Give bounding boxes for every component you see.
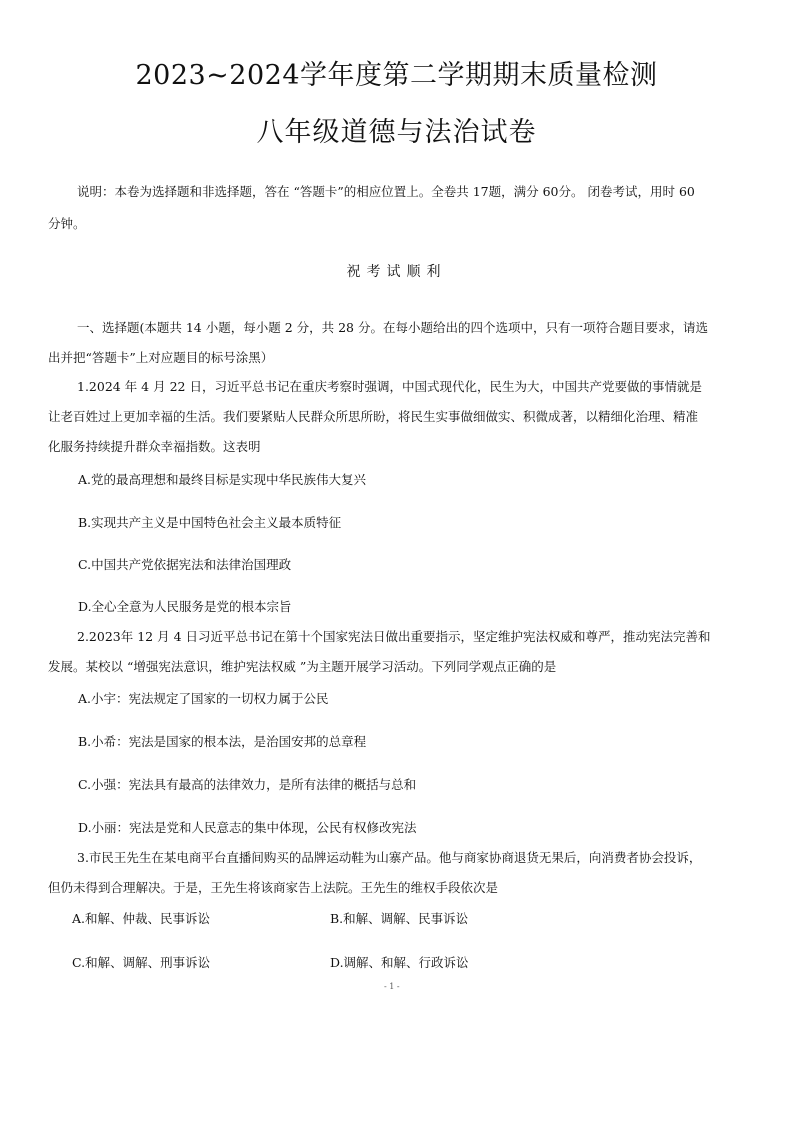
question-3-option-c: C.和解、调解、刑事诉讼 — [72, 955, 211, 970]
section-heading — [48, 318, 748, 368]
question-1-option-b: B.实现共产主义是中国特色社会主义最本质特征 — [78, 515, 342, 530]
question-line: 3.市民王先生在某电商平台直播间购买的品牌运动鞋为山寨产品。他与商家协商退货无果后，向消费者协会投诉， — [77, 850, 702, 865]
question-3-stem — [48, 848, 748, 898]
question-3-option-d: D.调解、和解、行政诉讼 — [330, 955, 469, 970]
instructions-line: 分钟。 — [48, 216, 86, 231]
question-1-stem — [48, 377, 748, 457]
question-3-option-b: B.和解、调解、民事诉讼 — [330, 911, 469, 926]
question-line: 但仍未得到合理解决。于是，王先生将该商家告上法院。王先生的维权手段依次是 — [48, 880, 499, 895]
instructions — [48, 182, 748, 234]
page-number: - 1 - — [384, 982, 400, 991]
section-heading-line: 出并把“答题卡”上对应题目的标号涂黑） — [48, 350, 274, 365]
question-2-option-d: D.小丽：宪法是党和人民意志的集中体现，公民有权修改宪法 — [78, 820, 417, 835]
question-line: 1.2024 年 4 月 22 日，习近平总书记在重庆考察时强调，中国式现代化，民生为大，中国共产党要做的事情就是 — [77, 379, 702, 394]
question-1-option-c: C.中国共产党依据宪法和法律治国理政 — [78, 557, 292, 572]
section-heading-line: 一、选择题(本题共 14 小题，每小题 2 分，共 28 分。在每小题给出的四个选项中，只有一项符合题目要求，请选 — [77, 320, 708, 335]
question-2-option-c: C.小强：宪法具有最高的法律效力，是所有法律的概括与总和 — [78, 777, 417, 792]
question-line: 发展。某校以 “增强宪法意识，维护宪法权威 ”为主题开展学习活动。下列同学观点正确的是 — [48, 659, 557, 674]
question-2-option-b: B.小希：宪法是国家的根本法，是治国安邦的总章程 — [78, 734, 367, 749]
instructions-line: 说明：本卷为选择题和非选择题，答在 “答题卡”的相应位置上。全卷共 17题，满分 60分。 闭卷考试，用时 60 — [77, 184, 695, 199]
question-1-option-d: D.全心全意为人民服务是党的根本宗旨 — [78, 599, 292, 614]
exam-title: 2023~2024学年度第二学期期末质量检测 — [135, 60, 658, 91]
question-line: 化服务持续提升群众幸福指数。这表明 — [48, 439, 261, 454]
question-3-option-a: A.和解、仲裁、民事诉讼 — [72, 911, 211, 926]
question-2-stem — [48, 627, 748, 677]
question-line: 2.2023年 12 月 4 日习近平总书记在第十个国家宪法日做出重要指示，坚定维护宪法权威和尊严，推动宪法完善和 — [77, 629, 711, 644]
question-2-option-a: A.小宇：宪法规定了国家的一切权力属于公民 — [78, 691, 329, 706]
exam-subtitle: 八年级道德与法治试卷 — [256, 117, 537, 148]
question-line: 让老百姓过上更加幸福的生活。我们要紧贴人民群众所思所盼，将民生实事做细做实、积微成著，以精细化治理、精准 — [48, 409, 699, 424]
question-1-option-a: A.党的最高理想和最终目标是实现中华民族伟大复兴 — [78, 472, 367, 487]
good-luck-wish: 祝考试顺利 — [346, 264, 447, 280]
